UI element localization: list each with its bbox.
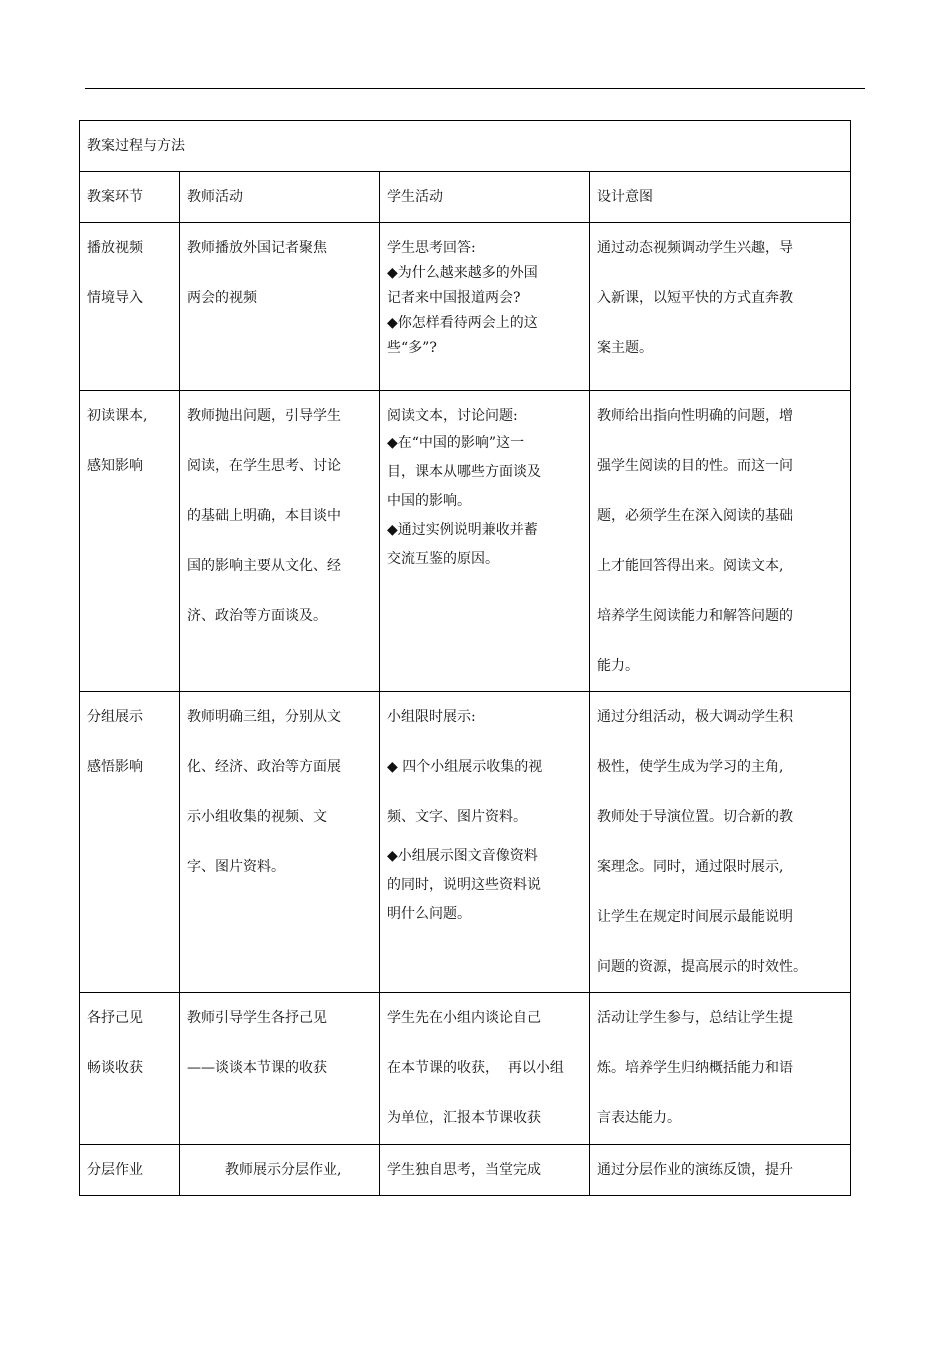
intent-line: 极性，使学生成为学习的主角, [597,759,784,775]
header-rule [85,88,865,89]
student-line: 明什么问题。 [387,906,471,922]
table-row [80,391,851,692]
intent-line: 案主题。 [597,340,653,356]
stage-cell [80,391,180,692]
teacher-cell [180,391,380,692]
student-line: ◆ 四个小组展示收集的视 [387,759,543,775]
table-row [80,692,851,993]
stage-line: 分层作业 [87,1162,143,1178]
teacher-line: 教师播放外国记者聚焦 [187,240,327,256]
teacher-line: 的基础上明确，本目谈中 [187,508,341,524]
intent-line: 入新课，以短平快的方式直奔教 [597,290,793,306]
stage-line: 播放视频 [87,240,143,256]
student-line: 目，课本从哪些方面谈及 [387,464,541,480]
header-student: 学生活动 [380,172,590,223]
table-row [80,1145,851,1196]
intent-cell [590,223,851,391]
student-line: ◆为什么越来越多的外国 [387,265,538,281]
student-line: 中国的影响。 [387,493,471,509]
table-title-row [80,121,851,172]
table-row [80,993,851,1145]
student-lead: 学生思考回答: [387,240,476,256]
intent-cell [590,1145,851,1196]
student-line: 为单位，汇报本节课收获 [387,1110,541,1126]
section-title: 教案过程与方法 [80,121,851,172]
intent-line: 上才能回答得出来。阅读文本, [597,558,784,574]
student-line: ◆你怎样看待两会上的这 [387,315,538,331]
intent-line: 能力。 [597,658,639,674]
stage-line: 各抒己见 [87,1010,143,1026]
header-stage: 教案环节 [80,172,180,223]
intent-line: 教师给出指向性明确的问题，增 [597,408,793,424]
teacher-cell [180,223,380,391]
stage-cell [80,692,180,993]
teacher-line: 化、经济、政治等方面展 [187,759,341,775]
stage-cell [80,993,180,1145]
teacher-cell [180,1145,380,1196]
stage-line: 分组展示 [87,709,143,725]
intent-line: 强学生阅读的目的性。而这一问 [597,458,793,474]
intent-line: 通过动态视频调动学生兴趣，导 [597,240,793,256]
intent-line: 题，必须学生在深入阅读的基础 [597,508,793,524]
intent-line: 教师处于导演位置。切合新的教 [597,809,793,825]
student-line: 交流互鉴的原因。 [387,551,499,567]
intent-line: 通过分组活动，极大调动学生积 [597,709,793,725]
student-cell [380,1145,590,1196]
stage-cell [80,1145,180,1196]
student-line: 学生独自思考，当堂完成 [387,1162,541,1178]
teacher-line: 阅读，在学生思考、讨论 [187,458,341,474]
student-line: ◆在“中国的影响”这一 [387,435,525,451]
student-line: 频、文字、图片资料。 [387,809,527,825]
intent-line: 让学生在规定时间展示最能说明 [597,909,793,925]
student-line: 在本节课的收获， 再以小组 [387,1060,564,1076]
stage-line: 畅谈收获 [87,1060,143,1076]
teacher-line: ——谈谈本节课的收获 [187,1060,327,1076]
teacher-cell [180,993,380,1145]
student-lead: 阅读文本，讨论问题: [387,408,518,424]
student-cell [380,391,590,692]
teacher-line: 济、政治等方面谈及。 [187,608,327,624]
student-line: 的同时，说明这些资料说 [387,877,541,893]
student-line: 记者来中国报道两会? [387,290,521,306]
stage-line: 情境导入 [87,290,143,306]
intent-line: 活动让学生参与，总结让学生提 [597,1010,793,1026]
teacher-line: 教师引导学生各抒己见 [187,1010,327,1026]
stage-line: 初读课本, [87,408,148,424]
table-header-row [80,172,851,223]
student-cell [380,993,590,1145]
student-line: 些“多”? [387,340,437,356]
intent-line: 培养学生阅读能力和解答问题的 [597,608,793,624]
intent-line: 问题的资源，提高展示的时效性。 [597,959,807,975]
intent-line: 言表达能力。 [597,1110,681,1126]
header-intent: 设计意图 [590,172,851,223]
teacher-line: 教师展示分层作业, [225,1162,342,1178]
stage-line: 感知影响 [87,458,143,474]
table-row [80,223,851,391]
teacher-line: 国的影响主要从文化、经 [187,558,341,574]
teacher-line: 两会的视频 [187,290,257,306]
intent-line: 炼。培养学生归纳概括能力和语 [597,1060,793,1076]
student-cell [380,692,590,993]
teacher-cell [180,692,380,993]
teacher-line: 教师抛出问题，引导学生 [187,408,341,424]
header-teacher: 教师活动 [180,172,380,223]
teacher-line: 教师明确三组，分别从文 [187,709,341,725]
stage-cell [80,223,180,391]
intent-cell [590,391,851,692]
teacher-line: 示小组收集的视频、文 [187,809,327,825]
student-line: 学生先在小组内谈论自己 [387,1010,541,1026]
intent-cell [590,993,851,1145]
teacher-line: 字、图片资料。 [187,859,285,875]
student-cell [380,223,590,391]
student-lead: 小组限时展示: [387,709,476,725]
intent-line: 通过分层作业的演练反馈，提升 [597,1162,793,1178]
stage-line: 感悟影响 [87,759,143,775]
lesson-plan-table [79,120,851,1196]
student-line: ◆通过实例说明兼收并蓄 [387,522,538,538]
intent-line: 案理念。同时，通过限时展示, [597,859,784,875]
student-line: ◆小组展示图文音像资料 [387,848,538,864]
intent-cell [590,692,851,993]
